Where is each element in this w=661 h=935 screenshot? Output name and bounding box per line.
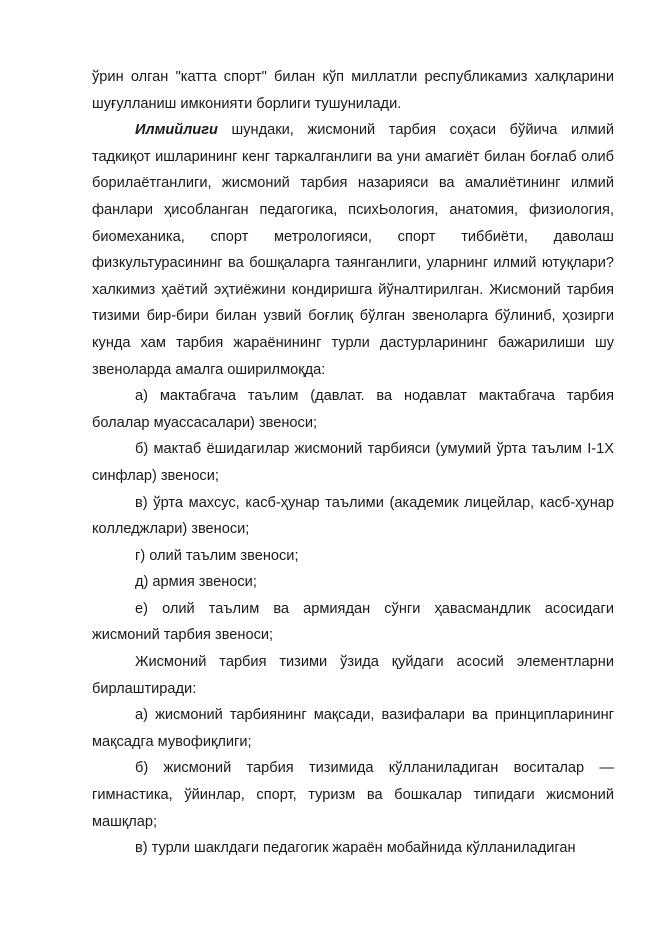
list-item-v2: в) турли шаклдаги педагогик жараён мобайнида кўлланиладиган [135, 840, 576, 857]
document-body [92, 64, 614, 862]
list-item-e1: е) олий таълим ва армиядан сўнги ҳавасмандлик асосидаги жисмоний тарбия звеноси; [92, 600, 614, 644]
list-item-a2: а) жисмоний тарбиянинг мақсади, вазифалари ва принципларининг мақсадга мувофиқлиги; [92, 707, 614, 750]
paragraph-scientific-text: шундаки, жисмоний тарбия соҳаси бўйича илмий тадкиқот ишларининг кенг таркалганлиги ва уни амагиёт билан боғлаб олиб борилаётганлиги, жисмоний тарбия назарияси ва амалиётининг илмий фанлари ҳисобланган педагогика, психЬология, анатомия, физиология, биомеханика, спорт метрологияси, спорт тиббиёти, даволаш физкультурасининг ва бошқаларга таянганлиги, уларнинг илмий ютуқлари? халкимиз ҳаётий эҳтиёжини кондиришга йўналтирилган. Жисмоний тарбия тизими бир-бири билан узвий боғлиқ бўлган звеноларга бўлиниб, ҳозирги кунда хам тарбия жараёнининг турли дастурларининг бажарилиши шу звеноларда амалга оширилмоқда: [92, 122, 614, 378]
list-item-g1: г) олий таълим звеноси; [135, 547, 299, 564]
list-item-v1: в) ўрта махсус, касб-ҳунар таълими (академик лицейлар, касб-ҳунар колледжлари) звеноси; [92, 494, 614, 538]
list-item-d1: д) армия звеноси; [135, 574, 257, 591]
paragraph-elements: Жисмоний тарбия тизими ўзида қуйдаги асосий элементларни бирлаштиради: [92, 654, 614, 697]
term-scientific: Илмийлиги [135, 122, 218, 139]
list-item-a1: а) мактабгача таълим (давлат. ва нодавлат мактабгача тарбия болалар муассасалари) звеноси; [92, 388, 614, 431]
paragraph-scientific [92, 117, 614, 383]
list-item-b1: б) мактаб ёшидагилар жисмоний тарбияси (умумий ўрта таълим I-1X синфлар) звеноси; [92, 441, 614, 484]
list-item-b2: б) жисмоний тарбия тизимида кўлланиладиган воситалар — гимнастика, ўйинлар, спорт, туризм ва бошкалар типидаги жисмоний машқлар; [92, 760, 614, 830]
paragraph-intro: ўрин олган "катта спорт" билан кўп миллатли республикамиз халқларини шуғулланиш имконияти борлиги тушунилади. [92, 69, 614, 112]
